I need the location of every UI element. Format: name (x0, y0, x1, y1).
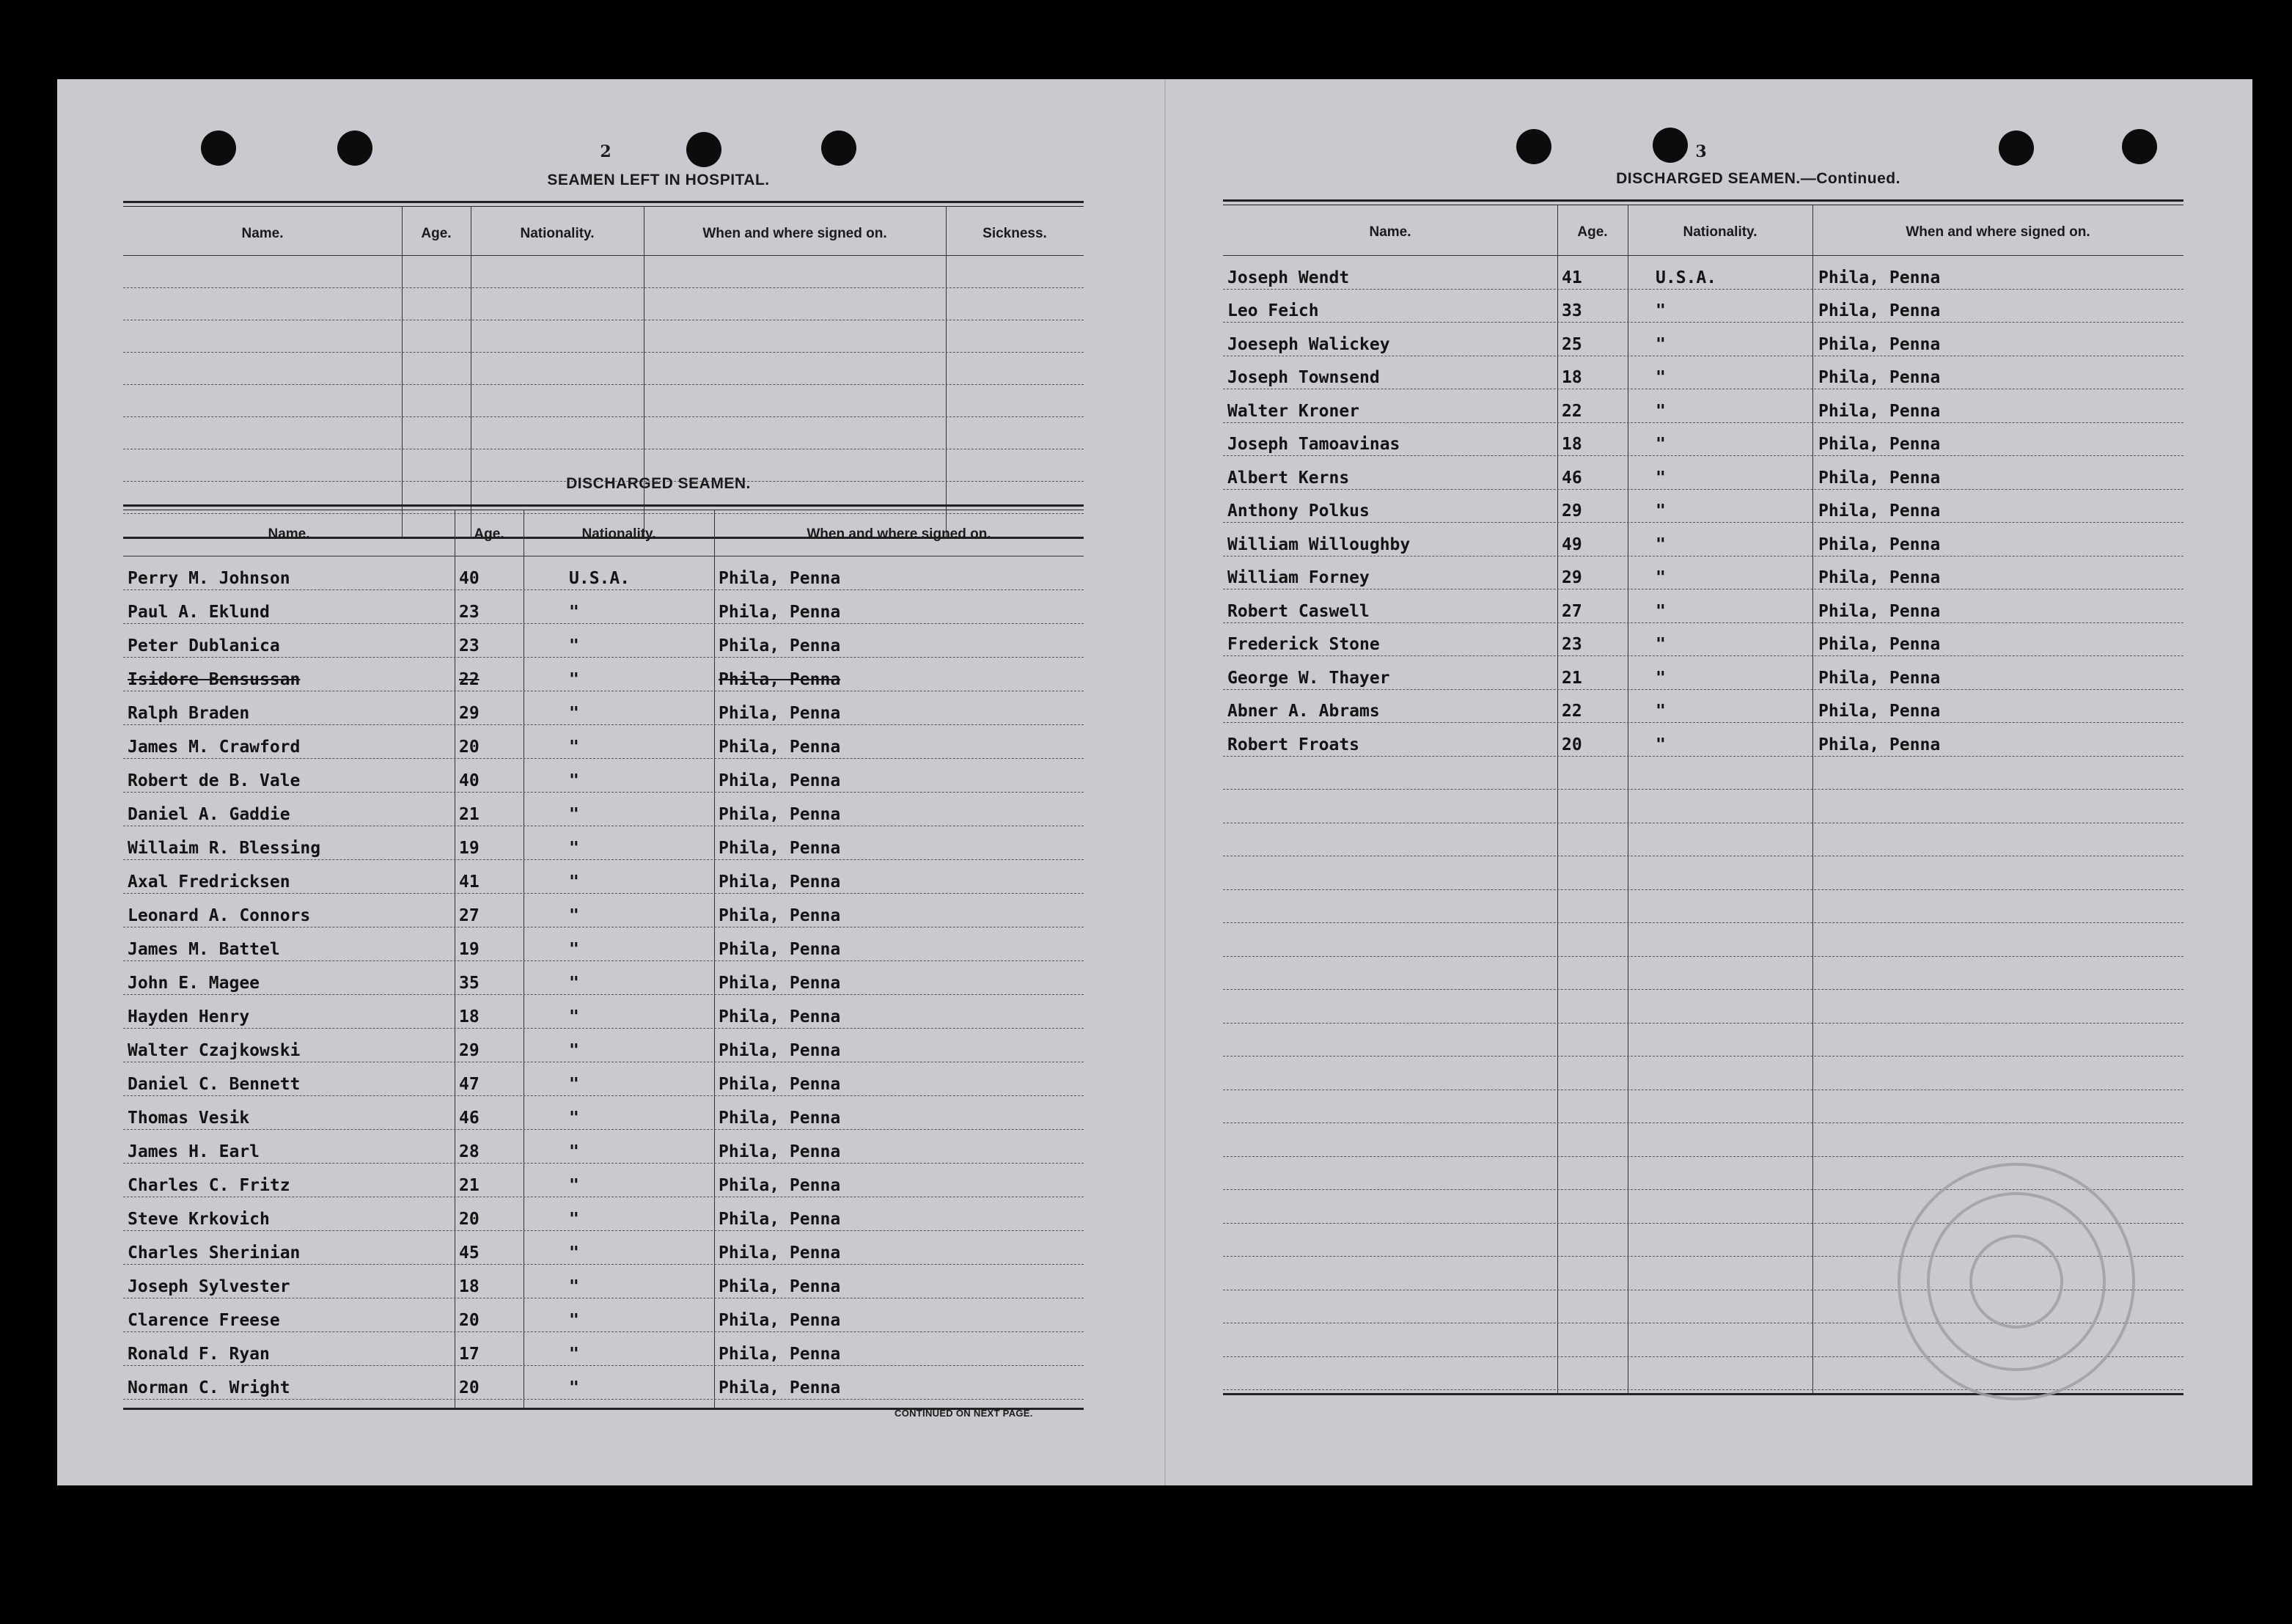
table-row (123, 758, 1084, 793)
page-number: 3 (1695, 142, 1707, 161)
col-header-sickness: Sickness. (982, 226, 1047, 241)
hospital-table (123, 201, 1084, 545)
seaman-nationality: " (569, 636, 579, 655)
seaman-nationality: " (1656, 534, 1666, 554)
seaman-signed-on: Phila, Penna (719, 1109, 841, 1128)
seaman-nationality: U.S.A. (1656, 268, 1717, 287)
seaman-signed-on: Phila, Penna (1818, 702, 1941, 721)
seaman-nationality: " (569, 738, 579, 757)
seaman-age: 49 (1562, 534, 1582, 554)
seaman-signed-on: Phila, Penna (719, 1243, 841, 1263)
seaman-name: Hayden Henry (128, 1007, 250, 1026)
seaman-name: Isidore Bensussan (128, 670, 301, 689)
seaman-age: 22 (459, 670, 480, 689)
table-row (123, 416, 1084, 449)
seaman-signed-on: Phila, Penna (719, 1210, 841, 1229)
seaman-signed-on: Phila, Penna (719, 569, 841, 588)
table-row (123, 384, 1084, 417)
seaman-nationality: " (569, 1142, 579, 1161)
seaman-signed-on: Phila, Penna (719, 839, 841, 858)
seaman-name: Joeseph Walickey (1227, 334, 1390, 354)
seaman-nationality: " (569, 839, 579, 858)
seaman-name: Ronald F. Ryan (128, 1345, 270, 1364)
seaman-age: 40 (459, 569, 480, 588)
seaman-name: Frederick Stone (1227, 635, 1380, 654)
seaman-age: 23 (459, 603, 480, 622)
seaman-signed-on: Phila, Penna (719, 1075, 841, 1094)
seaman-nationality: " (569, 1041, 579, 1060)
seaman-name: Walter Czajkowski (128, 1041, 301, 1060)
punch-hole (1653, 128, 1688, 163)
seaman-nationality: " (569, 1243, 579, 1263)
seaman-nationality: " (569, 1345, 579, 1364)
seaman-signed-on: Phila, Penna (719, 1277, 841, 1296)
table-row (1223, 856, 2183, 890)
seaman-name: Robert Froats (1227, 735, 1360, 754)
table-row (1223, 756, 2183, 790)
seaman-signed-on: Phila, Penna (719, 805, 841, 824)
col-header-name: Name. (268, 526, 310, 542)
seaman-age: 18 (1562, 368, 1582, 387)
seaman-signed-on: Phila, Penna (719, 1345, 841, 1364)
col-header-signed-on: When and where signed on. (807, 526, 991, 542)
seaman-age: 21 (1562, 668, 1582, 688)
table-row (1223, 889, 2183, 924)
table-row (1223, 255, 2183, 290)
seaman-name: James H. Earl (128, 1142, 260, 1161)
seaman-age: 35 (459, 974, 480, 993)
punch-hole (821, 131, 856, 166)
postmark-stamp (1862, 1128, 2170, 1436)
table-row (123, 255, 1084, 288)
seaman-name: Walter Kroner (1227, 401, 1360, 421)
col-header-age: Age. (1577, 224, 1608, 240)
table-row (123, 352, 1084, 385)
table-row (1223, 789, 2183, 823)
seaman-age: 46 (1562, 468, 1582, 488)
seaman-age: 41 (459, 872, 480, 892)
seaman-nationality: " (569, 940, 579, 959)
col-header-nationality: Nationality. (520, 226, 595, 241)
col-header-age: Age. (474, 526, 504, 542)
seaman-name: Willaim R. Blessing (128, 839, 321, 858)
seaman-nationality: " (1656, 401, 1666, 421)
table-row (123, 859, 1084, 894)
seaman-name: Perry M. Johnson (128, 569, 290, 588)
seaman-nationality: " (1656, 334, 1666, 354)
seaman-nationality: " (1656, 301, 1666, 320)
table-row (123, 287, 1084, 320)
seaman-name: Joseph Wendt (1227, 268, 1350, 287)
seaman-name: Joseph Sylvester (128, 1277, 290, 1296)
seaman-age: 17 (459, 1345, 480, 1364)
seaman-nationality: " (569, 906, 579, 925)
punch-hole (337, 131, 372, 166)
table-row (1223, 389, 2183, 423)
seaman-signed-on: Phila, Penna (1818, 301, 1941, 320)
seaman-signed-on: Phila, Penna (719, 940, 841, 959)
seaman-name: Robert de B. Vale (128, 771, 301, 790)
seaman-name: Abner A. Abrams (1227, 702, 1380, 721)
seaman-nationality: " (569, 1109, 579, 1128)
table-row (123, 1331, 1084, 1366)
seaman-signed-on: Phila, Penna (1818, 635, 1941, 654)
seaman-signed-on: Phila, Penna (1818, 735, 1941, 754)
table-row (1223, 1090, 2183, 1124)
seaman-nationality: " (1656, 501, 1666, 521)
table-row (1223, 422, 2183, 457)
seaman-nationality: " (1656, 668, 1666, 688)
seaman-nationality: " (569, 1277, 579, 1296)
discharged-section-title: DISCHARGED SEAMEN. (566, 475, 751, 492)
seaman-age: 18 (1562, 435, 1582, 454)
table-row (1223, 356, 2183, 390)
punch-hole (201, 131, 236, 166)
table-row (1223, 455, 2183, 490)
seaman-signed-on: Phila, Penna (719, 603, 841, 622)
seaman-name: Paul A. Eklund (128, 603, 270, 622)
table-row (1223, 622, 2183, 657)
table-row (123, 691, 1084, 725)
seaman-nationality: " (569, 1311, 579, 1330)
seaman-nationality: " (569, 1007, 579, 1026)
seaman-nationality: " (1656, 635, 1666, 654)
seaman-nationality: " (569, 1075, 579, 1094)
discharged-continued-title: DISCHARGED SEAMEN.—Continued. (1616, 170, 1900, 187)
table-row (123, 556, 1084, 590)
continued-note: CONTINUED ON NEXT PAGE. (895, 1408, 1033, 1419)
seaman-nationality: " (1656, 435, 1666, 454)
seaman-age: 27 (1562, 601, 1582, 621)
seaman-age: 20 (459, 738, 480, 757)
seaman-age: 29 (459, 1041, 480, 1060)
hospital-section-title: SEAMEN LEFT IN HOSPITAL. (547, 172, 770, 188)
seaman-name: Daniel C. Bennett (128, 1075, 301, 1094)
seaman-signed-on: Phila, Penna (1818, 668, 1941, 688)
seaman-signed-on: Phila, Penna (1818, 534, 1941, 554)
seaman-name: Daniel A. Gaddie (128, 805, 290, 824)
seaman-signed-on: Phila, Penna (1818, 501, 1941, 521)
table-row (1223, 1056, 2183, 1090)
seaman-name: Leo Feich (1227, 301, 1319, 320)
seaman-name: William Forney (1227, 568, 1370, 587)
seaman-signed-on: Phila, Penna (719, 1007, 841, 1026)
table-row (1223, 556, 2183, 590)
seaman-signed-on: Phila, Penna (719, 1142, 841, 1161)
seaman-nationality: " (1656, 601, 1666, 621)
punch-hole (1516, 129, 1551, 164)
seaman-signed-on: Phila, Penna (719, 906, 841, 925)
seaman-name: Axal Fredricksen (128, 872, 290, 892)
col-header-age: Age. (421, 226, 452, 241)
table-row (123, 1365, 1084, 1400)
seaman-age: 47 (459, 1075, 480, 1094)
seaman-name: Joseph Tamoavinas (1227, 435, 1400, 454)
table-row (123, 1298, 1084, 1332)
page-number: 2 (600, 142, 611, 161)
seaman-nationality: " (569, 974, 579, 993)
seaman-age: 25 (1562, 334, 1582, 354)
seaman-name: Ralph Braden (128, 704, 250, 723)
seaman-nationality: " (569, 1378, 579, 1397)
col-header-signed-on: When and where signed on. (1906, 224, 2090, 240)
seaman-age: 29 (1562, 568, 1582, 587)
seaman-signed-on: Phila, Penna (719, 974, 841, 993)
seaman-signed-on: Phila, Penna (1818, 468, 1941, 488)
table-row (1223, 322, 2183, 356)
seaman-signed-on: Phila, Penna (719, 704, 841, 723)
seaman-nationality: " (569, 704, 579, 723)
seaman-age: 41 (1562, 268, 1582, 287)
seaman-nationality: " (569, 1210, 579, 1229)
punch-hole (1999, 131, 2034, 166)
table-row (1223, 823, 2183, 857)
table-row (1223, 655, 2183, 690)
table-row (1223, 922, 2183, 957)
seaman-age: 23 (1562, 635, 1582, 654)
seaman-age: 23 (459, 636, 480, 655)
seaman-age: 45 (459, 1243, 480, 1263)
seaman-signed-on: Phila, Penna (719, 670, 841, 689)
seaman-age: 20 (459, 1311, 480, 1330)
seaman-age: 22 (1562, 702, 1582, 721)
seaman-name: Steve Krkovich (128, 1210, 270, 1229)
seaman-name: John E. Magee (128, 974, 260, 993)
seaman-age: 18 (459, 1007, 480, 1026)
page-fold (1164, 79, 1166, 1485)
seaman-age: 40 (459, 771, 480, 790)
table-row (123, 927, 1084, 961)
col-header-name: Name. (1369, 224, 1411, 240)
seaman-nationality: " (569, 603, 579, 622)
seaman-age: 19 (459, 940, 480, 959)
seaman-signed-on: Phila, Penna (719, 1311, 841, 1330)
seaman-name: George W. Thayer (1227, 668, 1390, 688)
ledger-sheet (57, 79, 2252, 1485)
table-row (123, 1129, 1084, 1164)
seaman-signed-on: Phila, Penna (719, 1378, 841, 1397)
seaman-signed-on: Phila, Penna (1818, 334, 1941, 354)
seaman-name: Peter Dublanica (128, 636, 280, 655)
table-row (123, 826, 1084, 860)
seaman-name: Leonard A. Connors (128, 906, 311, 925)
seaman-age: 46 (459, 1109, 480, 1128)
seaman-nationality: " (569, 670, 579, 689)
table-row (1223, 956, 2183, 991)
seaman-name: Clarence Freese (128, 1311, 280, 1330)
seaman-age: 29 (459, 704, 480, 723)
seaman-nationality: " (1656, 702, 1666, 721)
seaman-signed-on: Phila, Penna (1818, 368, 1941, 387)
seaman-age: 21 (459, 805, 480, 824)
table-row (123, 994, 1084, 1029)
seaman-signed-on: Phila, Penna (1818, 268, 1941, 287)
seaman-name: Charles Sherinian (128, 1243, 301, 1263)
seaman-signed-on: Phila, Penna (719, 771, 841, 790)
seaman-name: James M. Crawford (128, 738, 301, 757)
table-row (1223, 1023, 2183, 1057)
seaman-signed-on: Phila, Penna (719, 1041, 841, 1060)
seaman-nationality: " (1656, 568, 1666, 587)
seaman-nationality: " (569, 805, 579, 824)
punch-hole (686, 132, 721, 167)
seaman-age: 21 (459, 1176, 480, 1195)
col-header-nationality: Nationality. (581, 526, 656, 542)
col-header-nationality: Nationality. (1683, 224, 1757, 240)
seaman-name: Albert Kerns (1227, 468, 1350, 488)
seaman-age: 22 (1562, 401, 1582, 421)
table-row (123, 1197, 1084, 1231)
table-row (123, 960, 1084, 995)
table-row (123, 724, 1084, 759)
seaman-age: 20 (1562, 735, 1582, 754)
table-row (123, 1163, 1084, 1197)
seaman-signed-on: Phila, Penna (719, 1176, 841, 1195)
seaman-name: Norman C. Wright (128, 1378, 290, 1397)
seaman-age: 27 (459, 906, 480, 925)
table-row (1223, 522, 2183, 556)
table-row (123, 1028, 1084, 1062)
seaman-signed-on: Phila, Penna (1818, 401, 1941, 421)
seaman-name: Thomas Vesik (128, 1109, 250, 1128)
seaman-nationality: " (1656, 368, 1666, 387)
seaman-nationality: " (569, 872, 579, 892)
seaman-signed-on: Phila, Penna (719, 738, 841, 757)
table-row (123, 1264, 1084, 1298)
table-row (123, 893, 1084, 927)
seaman-name: Charles C. Fritz (128, 1176, 290, 1195)
seaman-name: Joseph Townsend (1227, 368, 1380, 387)
table-row (123, 792, 1084, 826)
col-header-name: Name. (241, 226, 284, 241)
seaman-nationality: " (1656, 735, 1666, 754)
seaman-signed-on: Phila, Penna (719, 636, 841, 655)
seaman-signed-on: Phila, Penna (719, 872, 841, 892)
punch-hole (2122, 129, 2157, 164)
seaman-name: James M. Battel (128, 940, 280, 959)
seaman-nationality: " (1656, 468, 1666, 488)
seaman-name: Robert Caswell (1227, 601, 1370, 621)
seaman-nationality: " (569, 1176, 579, 1195)
seaman-age: 28 (459, 1142, 480, 1161)
table-row (1223, 722, 2183, 757)
seaman-age: 18 (459, 1277, 480, 1296)
table-row (123, 657, 1084, 691)
seaman-nationality: U.S.A. (569, 569, 631, 588)
table-row (123, 623, 1084, 658)
seaman-signed-on: Phila, Penna (1818, 601, 1941, 621)
seaman-signed-on: Phila, Penna (1818, 568, 1941, 587)
table-row (123, 1095, 1084, 1130)
seaman-name: William Willoughby (1227, 534, 1411, 554)
seaman-nationality: " (569, 771, 579, 790)
seaman-age: 20 (459, 1210, 480, 1229)
table-row (1223, 989, 2183, 1024)
table-row (123, 320, 1084, 353)
seaman-signed-on: Phila, Penna (1818, 435, 1941, 454)
table-row (1223, 289, 2183, 323)
seaman-age: 33 (1562, 301, 1582, 320)
table-row (123, 589, 1084, 624)
seaman-age: 29 (1562, 501, 1582, 521)
discharged-table-left (123, 504, 1084, 1414)
table-row (1223, 489, 2183, 523)
seaman-age: 19 (459, 839, 480, 858)
table-row (1223, 589, 2183, 623)
table-row (1223, 689, 2183, 724)
table-row (123, 1062, 1084, 1096)
seaman-age: 20 (459, 1378, 480, 1397)
col-header-signed-on: When and where signed on. (702, 226, 887, 241)
table-row (123, 1230, 1084, 1265)
seaman-name: Anthony Polkus (1227, 501, 1370, 521)
